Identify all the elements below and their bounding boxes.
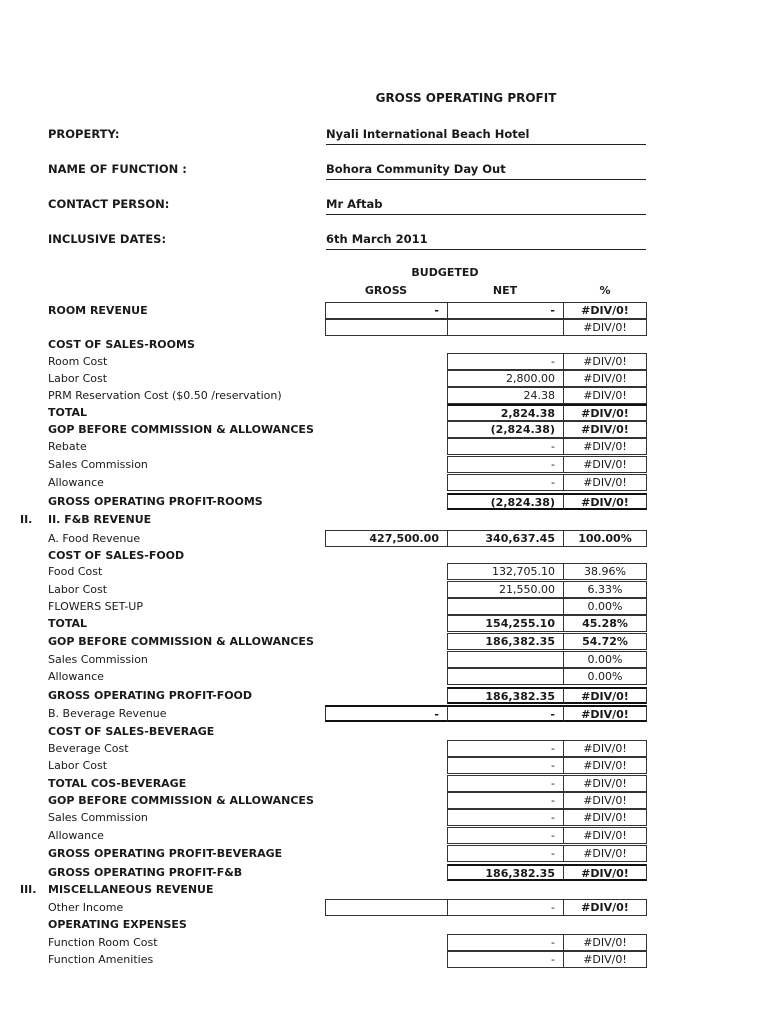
row-label: Allowance (48, 476, 104, 489)
pct-cell[interactable]: #DIV/0! (563, 438, 647, 455)
pct-cell[interactable]: 100.00% (563, 530, 647, 547)
row-label: Sales Commission (48, 458, 148, 471)
net-cell[interactable]: 340,637.45 (447, 530, 564, 547)
row-label: GROSS OPERATING PROFIT-ROOMS (48, 495, 263, 508)
row-label: PRM Reservation Cost ($0.50 /reservation) (48, 389, 282, 402)
row-label: GOP BEFORE COMMISSION & ALLOWANCES (48, 423, 314, 436)
pct-cell[interactable]: #DIV/0! (563, 404, 647, 421)
pct-cell[interactable]: 54.72% (563, 633, 647, 650)
row-label: GOP BEFORE COMMISSION & ALLOWANCES (48, 635, 314, 648)
field-value: 6th March 2011 (326, 232, 646, 250)
net-cell[interactable]: - (447, 775, 564, 792)
pct-cell[interactable]: #DIV/0! (563, 757, 647, 774)
pct-cell[interactable]: #DIV/0! (563, 775, 647, 792)
row-label: TOTAL COS-BEVERAGE (48, 777, 187, 790)
row-label: ROOM REVENUE (48, 304, 148, 317)
pct-cell[interactable]: #DIV/0! (563, 951, 647, 968)
pct-cell[interactable]: 0.00% (563, 668, 647, 685)
section-numeral: III. (20, 883, 37, 896)
row-label: COST OF SALES-ROOMS (48, 338, 195, 351)
row-label: Allowance (48, 670, 104, 683)
pct-cell[interactable]: #DIV/0! (563, 474, 647, 491)
row-label: Labor Cost (48, 372, 108, 385)
pct-cell[interactable]: 6.33% (563, 581, 647, 598)
net-cell[interactable]: - (447, 302, 564, 319)
budgeted-heading: BUDGETED (411, 266, 479, 279)
net-cell[interactable]: 24.38 (447, 387, 564, 404)
row-label: Rebate (48, 440, 87, 453)
net-cell[interactable] (447, 668, 564, 685)
row-label: Labor Cost (48, 759, 108, 772)
net-cell[interactable]: 2,800.00 (447, 370, 564, 387)
net-column-heading: NET (492, 284, 518, 297)
net-cell[interactable]: 2,824.38 (447, 404, 564, 421)
pct-cell[interactable]: #DIV/0! (563, 899, 647, 916)
row-label: GROSS OPERATING PROFIT-FOOD (48, 689, 253, 702)
row-label: GROSS OPERATING PROFIT-F&B (48, 866, 243, 879)
pct-cell[interactable]: #DIV/0! (563, 319, 647, 336)
net-cell[interactable]: - (447, 809, 564, 826)
gross-cell[interactable]: - (325, 705, 448, 722)
row-label: GOP BEFORE COMMISSION & ALLOWANCES (48, 794, 314, 807)
pct-cell[interactable]: #DIV/0! (563, 792, 647, 809)
field-label: INCLUSIVE DATES: (48, 232, 167, 246)
net-cell[interactable]: - (447, 757, 564, 774)
pct-column-heading: % (599, 284, 611, 297)
field-value: Bohora Community Day Out (326, 162, 646, 180)
pct-cell[interactable]: #DIV/0! (563, 740, 647, 757)
field-label: CONTACT PERSON: (48, 197, 170, 211)
pct-cell[interactable]: 38.96% (563, 563, 647, 580)
net-cell[interactable]: - (447, 827, 564, 844)
row-label: Sales Commission (48, 653, 148, 666)
row-label: Function Amenities (48, 953, 154, 966)
row-label: TOTAL (48, 617, 88, 630)
net-cell[interactable]: - (447, 934, 564, 951)
pct-cell[interactable]: 45.28% (563, 615, 647, 632)
pct-cell[interactable]: #DIV/0! (563, 827, 647, 844)
net-cell[interactable]: - (447, 438, 564, 455)
row-label: MISCELLANEOUS REVENUE (48, 883, 214, 896)
pct-cell[interactable]: #DIV/0! (563, 687, 647, 704)
row-label: Labor Cost (48, 583, 108, 596)
row-label: COST OF SALES-FOOD (48, 549, 185, 562)
pct-cell[interactable]: #DIV/0! (563, 493, 647, 510)
pct-cell[interactable]: #DIV/0! (563, 864, 647, 881)
net-cell[interactable]: - (447, 845, 564, 862)
net-cell[interactable]: - (447, 951, 564, 968)
pct-cell[interactable]: 0.00% (563, 598, 647, 615)
row-label: Function Room Cost (48, 936, 158, 949)
net-cell[interactable]: - (447, 740, 564, 757)
row-label: Food Cost (48, 565, 103, 578)
field-label: PROPERTY: (48, 127, 120, 141)
pct-cell[interactable]: 0.00% (563, 651, 647, 668)
section-numeral: II. (20, 513, 33, 526)
net-cell[interactable] (447, 319, 564, 336)
net-cell[interactable]: 186,382.35 (447, 687, 564, 704)
net-cell[interactable]: 186,382.35 (447, 633, 564, 650)
net-cell[interactable]: - (447, 899, 564, 916)
pct-cell[interactable]: #DIV/0! (563, 421, 647, 438)
net-cell[interactable]: - (447, 792, 564, 809)
gross-cell[interactable]: 427,500.00 (325, 530, 448, 547)
pct-cell[interactable]: #DIV/0! (563, 387, 647, 404)
pct-cell[interactable]: #DIV/0! (563, 845, 647, 862)
page-title: GROSS OPERATING PROFIT (375, 91, 557, 105)
row-label: COST OF SALES-BEVERAGE (48, 725, 215, 738)
gross-cell[interactable] (325, 319, 448, 336)
row-label: Other Income (48, 901, 124, 914)
pct-cell[interactable]: #DIV/0! (563, 302, 647, 319)
net-cell[interactable]: - (447, 456, 564, 473)
row-label: FLOWERS SET-UP (48, 600, 143, 613)
net-cell[interactable]: (2,824.38) (447, 421, 564, 438)
net-cell[interactable] (447, 598, 564, 615)
gross-column-heading: GROSS (364, 284, 408, 297)
net-cell[interactable] (447, 651, 564, 668)
field-label: NAME OF FUNCTION : (48, 162, 187, 176)
row-label: OPERATING EXPENSES (48, 918, 187, 931)
pct-cell[interactable]: #DIV/0! (563, 809, 647, 826)
pct-cell[interactable]: #DIV/0! (563, 456, 647, 473)
field-value: Nyali International Beach Hotel (326, 127, 646, 145)
pct-cell[interactable]: #DIV/0! (563, 705, 647, 722)
gross-cell[interactable] (325, 899, 448, 916)
row-label: B. Beverage Revenue (48, 707, 167, 720)
pct-cell[interactable]: #DIV/0! (563, 353, 647, 370)
net-cell[interactable]: - (447, 474, 564, 491)
row-label: TOTAL (48, 406, 88, 419)
pct-cell[interactable]: #DIV/0! (563, 370, 647, 387)
row-label: A. Food Revenue (48, 532, 141, 545)
row-label: Beverage Cost (48, 742, 129, 755)
field-value: Mr Aftab (326, 197, 646, 215)
net-cell[interactable]: 132,705.10 (447, 563, 564, 580)
net-cell[interactable]: 186,382.35 (447, 864, 564, 881)
gross-cell[interactable]: - (325, 302, 448, 319)
row-label: Sales Commission (48, 811, 148, 824)
row-label: GROSS OPERATING PROFIT-BEVERAGE (48, 847, 283, 860)
net-cell[interactable]: 154,255.10 (447, 615, 564, 632)
net-cell[interactable]: 21,550.00 (447, 581, 564, 598)
net-cell[interactable]: - (447, 353, 564, 370)
row-label: Room Cost (48, 355, 108, 368)
net-cell[interactable]: (2,824.38) (447, 493, 564, 510)
net-cell[interactable]: - (447, 705, 564, 722)
pct-cell[interactable]: #DIV/0! (563, 934, 647, 951)
row-label: Allowance (48, 829, 104, 842)
row-label: II. F&B REVENUE (48, 513, 152, 526)
